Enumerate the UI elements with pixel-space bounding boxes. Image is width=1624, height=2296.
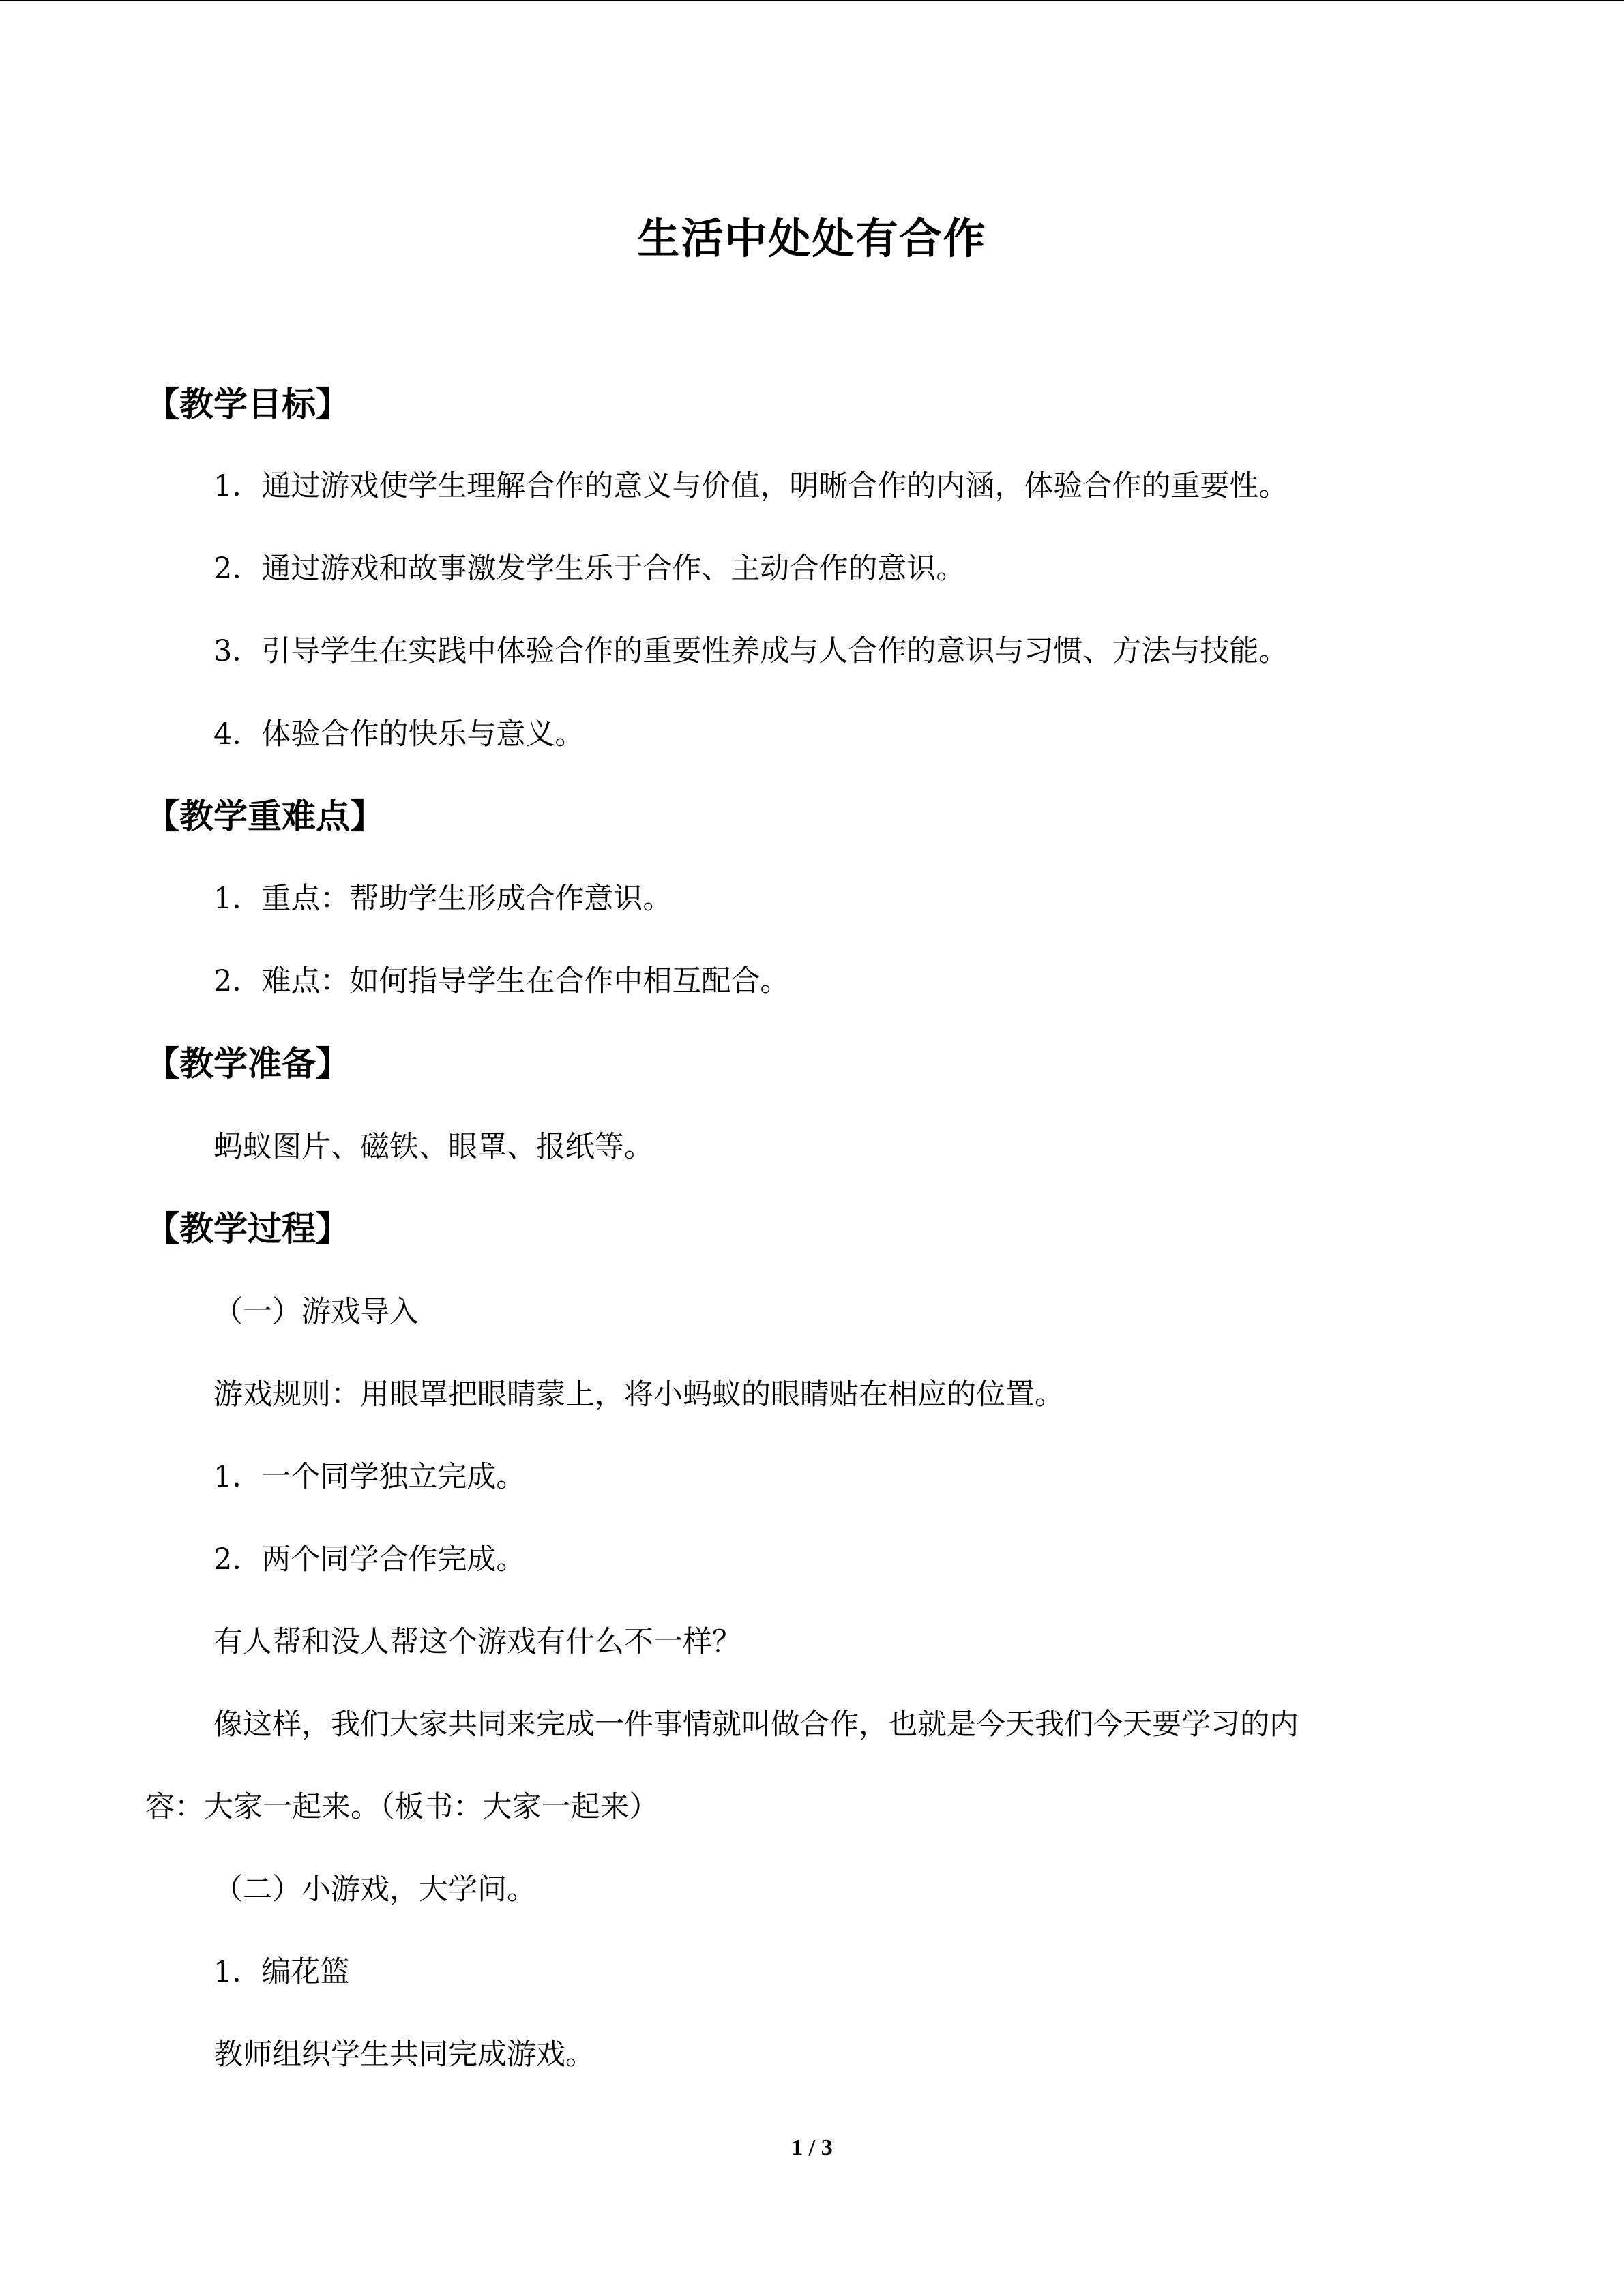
process-list-item-1: 1．一个同学独立完成。 xyxy=(213,1460,526,1494)
objective-item-4: 4．体验合作的快乐与意义。 xyxy=(213,717,585,751)
document-title: 生活中处处有合作 xyxy=(637,213,987,263)
key-point-item-1: 1．重点：帮助学生形成合作意识。 xyxy=(213,882,673,916)
process-subheading-1: （一）游戏导入 xyxy=(213,1295,419,1329)
key-point-item-2: 2．难点：如何指导学生在合作中相互配合。 xyxy=(213,964,790,998)
preparation-item-1: 蚂蚁图片、磁铁、眼罩、报纸等。 xyxy=(213,1130,653,1164)
heading-preparation: 【教学准备】 xyxy=(145,1044,350,1084)
objective-item-2: 2．通过游戏和故事激发学生乐于合作、主动合作的意识。 xyxy=(213,552,966,586)
process-paragraph-intro-line-1: 像这样，我们大家共同来完成一件事情就叫做合作，也就是今天我们今天要学习的内 xyxy=(213,1708,1299,1742)
objective-item-3: 3．引导学生在实践中体验合作的重要性养成与人合作的意识与习惯、方法与技能。 xyxy=(213,634,1288,668)
process-list-item-3: 1．编花篮 xyxy=(213,1955,350,1989)
objective-item-1: 1．通过游戏使学生理解合作的意义与价值，明晰合作的内涵，体验合作的重要性。 xyxy=(213,469,1288,503)
process-paragraph-intro-line-2: 容：大家一起来。（板书：大家一起来） xyxy=(145,1790,659,1824)
process-list-item-2: 2．两个同学合作完成。 xyxy=(213,1542,526,1577)
process-paragraph-teacher: 教师组织学生共同完成游戏。 xyxy=(213,2038,595,2072)
heading-process: 【教学过程】 xyxy=(145,1209,350,1249)
process-subheading-2: （二）小游戏，大学问。 xyxy=(213,1873,536,1907)
heading-objectives: 【教学目标】 xyxy=(145,385,350,424)
process-paragraph-rules: 游戏规则：用眼罩把眼睛蒙上，将小蚂蚁的眼睛贴在相应的位置。 xyxy=(213,1377,1064,1412)
page-number: 1 / 3 xyxy=(791,2135,833,2160)
process-question: 有人帮和没人帮这个游戏有什么不一样？ xyxy=(213,1625,741,1659)
heading-key-points: 【教学重难点】 xyxy=(145,796,384,836)
